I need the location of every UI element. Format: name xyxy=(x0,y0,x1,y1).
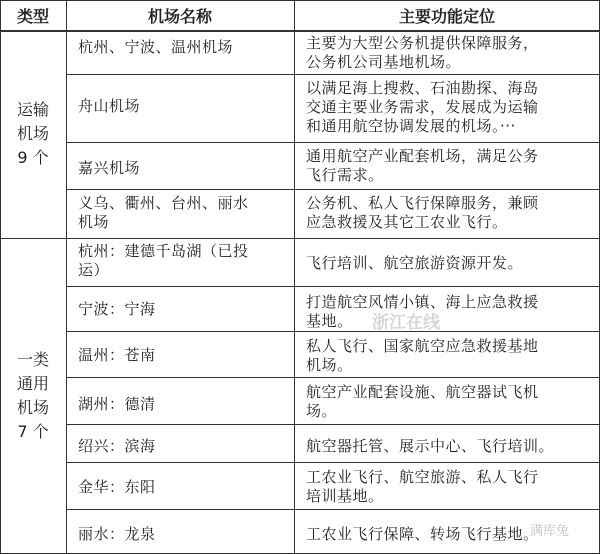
table-row-name: 温州：苍南 xyxy=(78,346,156,364)
table-border-left xyxy=(0,0,1,554)
table-row-name: 义乌、衢州、台州、丽水 机场 xyxy=(78,194,249,231)
table-row-function: 主要为大型公务机提供保障服务， 公务机公司基地机场。 xyxy=(306,34,539,71)
table-row-name: 嘉兴机场 xyxy=(78,159,141,177)
type-line: 机场 xyxy=(16,398,49,417)
table-row-function: 通用航空产业配套机场，满足公务 飞行需求。 xyxy=(306,147,539,184)
row-rule xyxy=(66,509,600,510)
table-row-name: 湖州：德清 xyxy=(78,395,156,413)
table-row-function: 以满足海上搜救、石油勘探、海岛 交通主要业务需求，发展成为运输 和通用航空协调发展的机场。··· xyxy=(306,79,539,135)
table-row-function: 航空产业配套设施、航空器试飞机 场。 xyxy=(306,383,539,420)
row-rule xyxy=(66,424,600,425)
type-line: 一类 xyxy=(16,350,49,369)
row-rule xyxy=(66,462,600,463)
table-row-name: 丽水：龙泉 xyxy=(78,525,156,543)
watermark-corner: 满库兔 xyxy=(530,524,570,539)
table-row-function: 打造航空风情小镇、海上应急救援 基地。 xyxy=(306,293,539,330)
table-border-top xyxy=(0,0,600,1)
type-line: 7 个 xyxy=(17,422,49,441)
table-row-name: 金华：东阳 xyxy=(78,478,156,496)
type-line: 机场 xyxy=(16,124,49,143)
header-function: 主要功能定位 xyxy=(398,6,495,26)
type-transport xyxy=(0,30,66,238)
row-rule xyxy=(66,377,600,378)
table-row-function: 公务机、私人飞行保障服务，兼顾 应急救援及其它工农业飞行。 xyxy=(306,194,539,231)
table-row-function: 工农业飞行保障、转场飞行基地。 xyxy=(306,525,539,543)
table-row-name: 杭州、宁波、温州机场 xyxy=(78,38,234,56)
table-row-function: 工农业飞行、航空旅游、私人飞行 培训基地。 xyxy=(306,468,539,505)
header-airport-name: 机场名称 xyxy=(147,6,212,26)
watermark-center: 浙江在线 xyxy=(372,313,440,333)
row-rule xyxy=(66,142,600,143)
table-row-function: 飞行培训、航空旅游资源开发。 xyxy=(306,254,524,272)
row-rule xyxy=(66,74,600,75)
header-bottom-rule xyxy=(0,30,600,32)
table-row-name: 宁波：宁海 xyxy=(78,300,156,318)
type-line: 运输 xyxy=(16,100,49,119)
header-type: 类型 xyxy=(16,6,49,26)
column-rule-1 xyxy=(66,0,67,554)
table-row-name: 杭州：建德千岛湖（已投 运） xyxy=(78,242,249,279)
table-row-function: 航空器托管、展示中心、飞行培训。 xyxy=(306,437,555,455)
row-rule xyxy=(66,286,600,287)
type-line: 通用 xyxy=(16,374,49,393)
row-rule xyxy=(66,189,600,190)
row-rule xyxy=(66,331,600,332)
table-row-name: 绍兴：滨海 xyxy=(78,437,156,455)
table-row-name: 舟山机场 xyxy=(78,97,141,115)
type-general-aviation xyxy=(0,238,66,554)
column-rule-2 xyxy=(294,0,295,554)
group-rule xyxy=(0,238,600,239)
type-line: 9 个 xyxy=(17,148,49,167)
table-row-function: 私人飞行、国家航空应急救援基地 机场。 xyxy=(306,337,539,374)
